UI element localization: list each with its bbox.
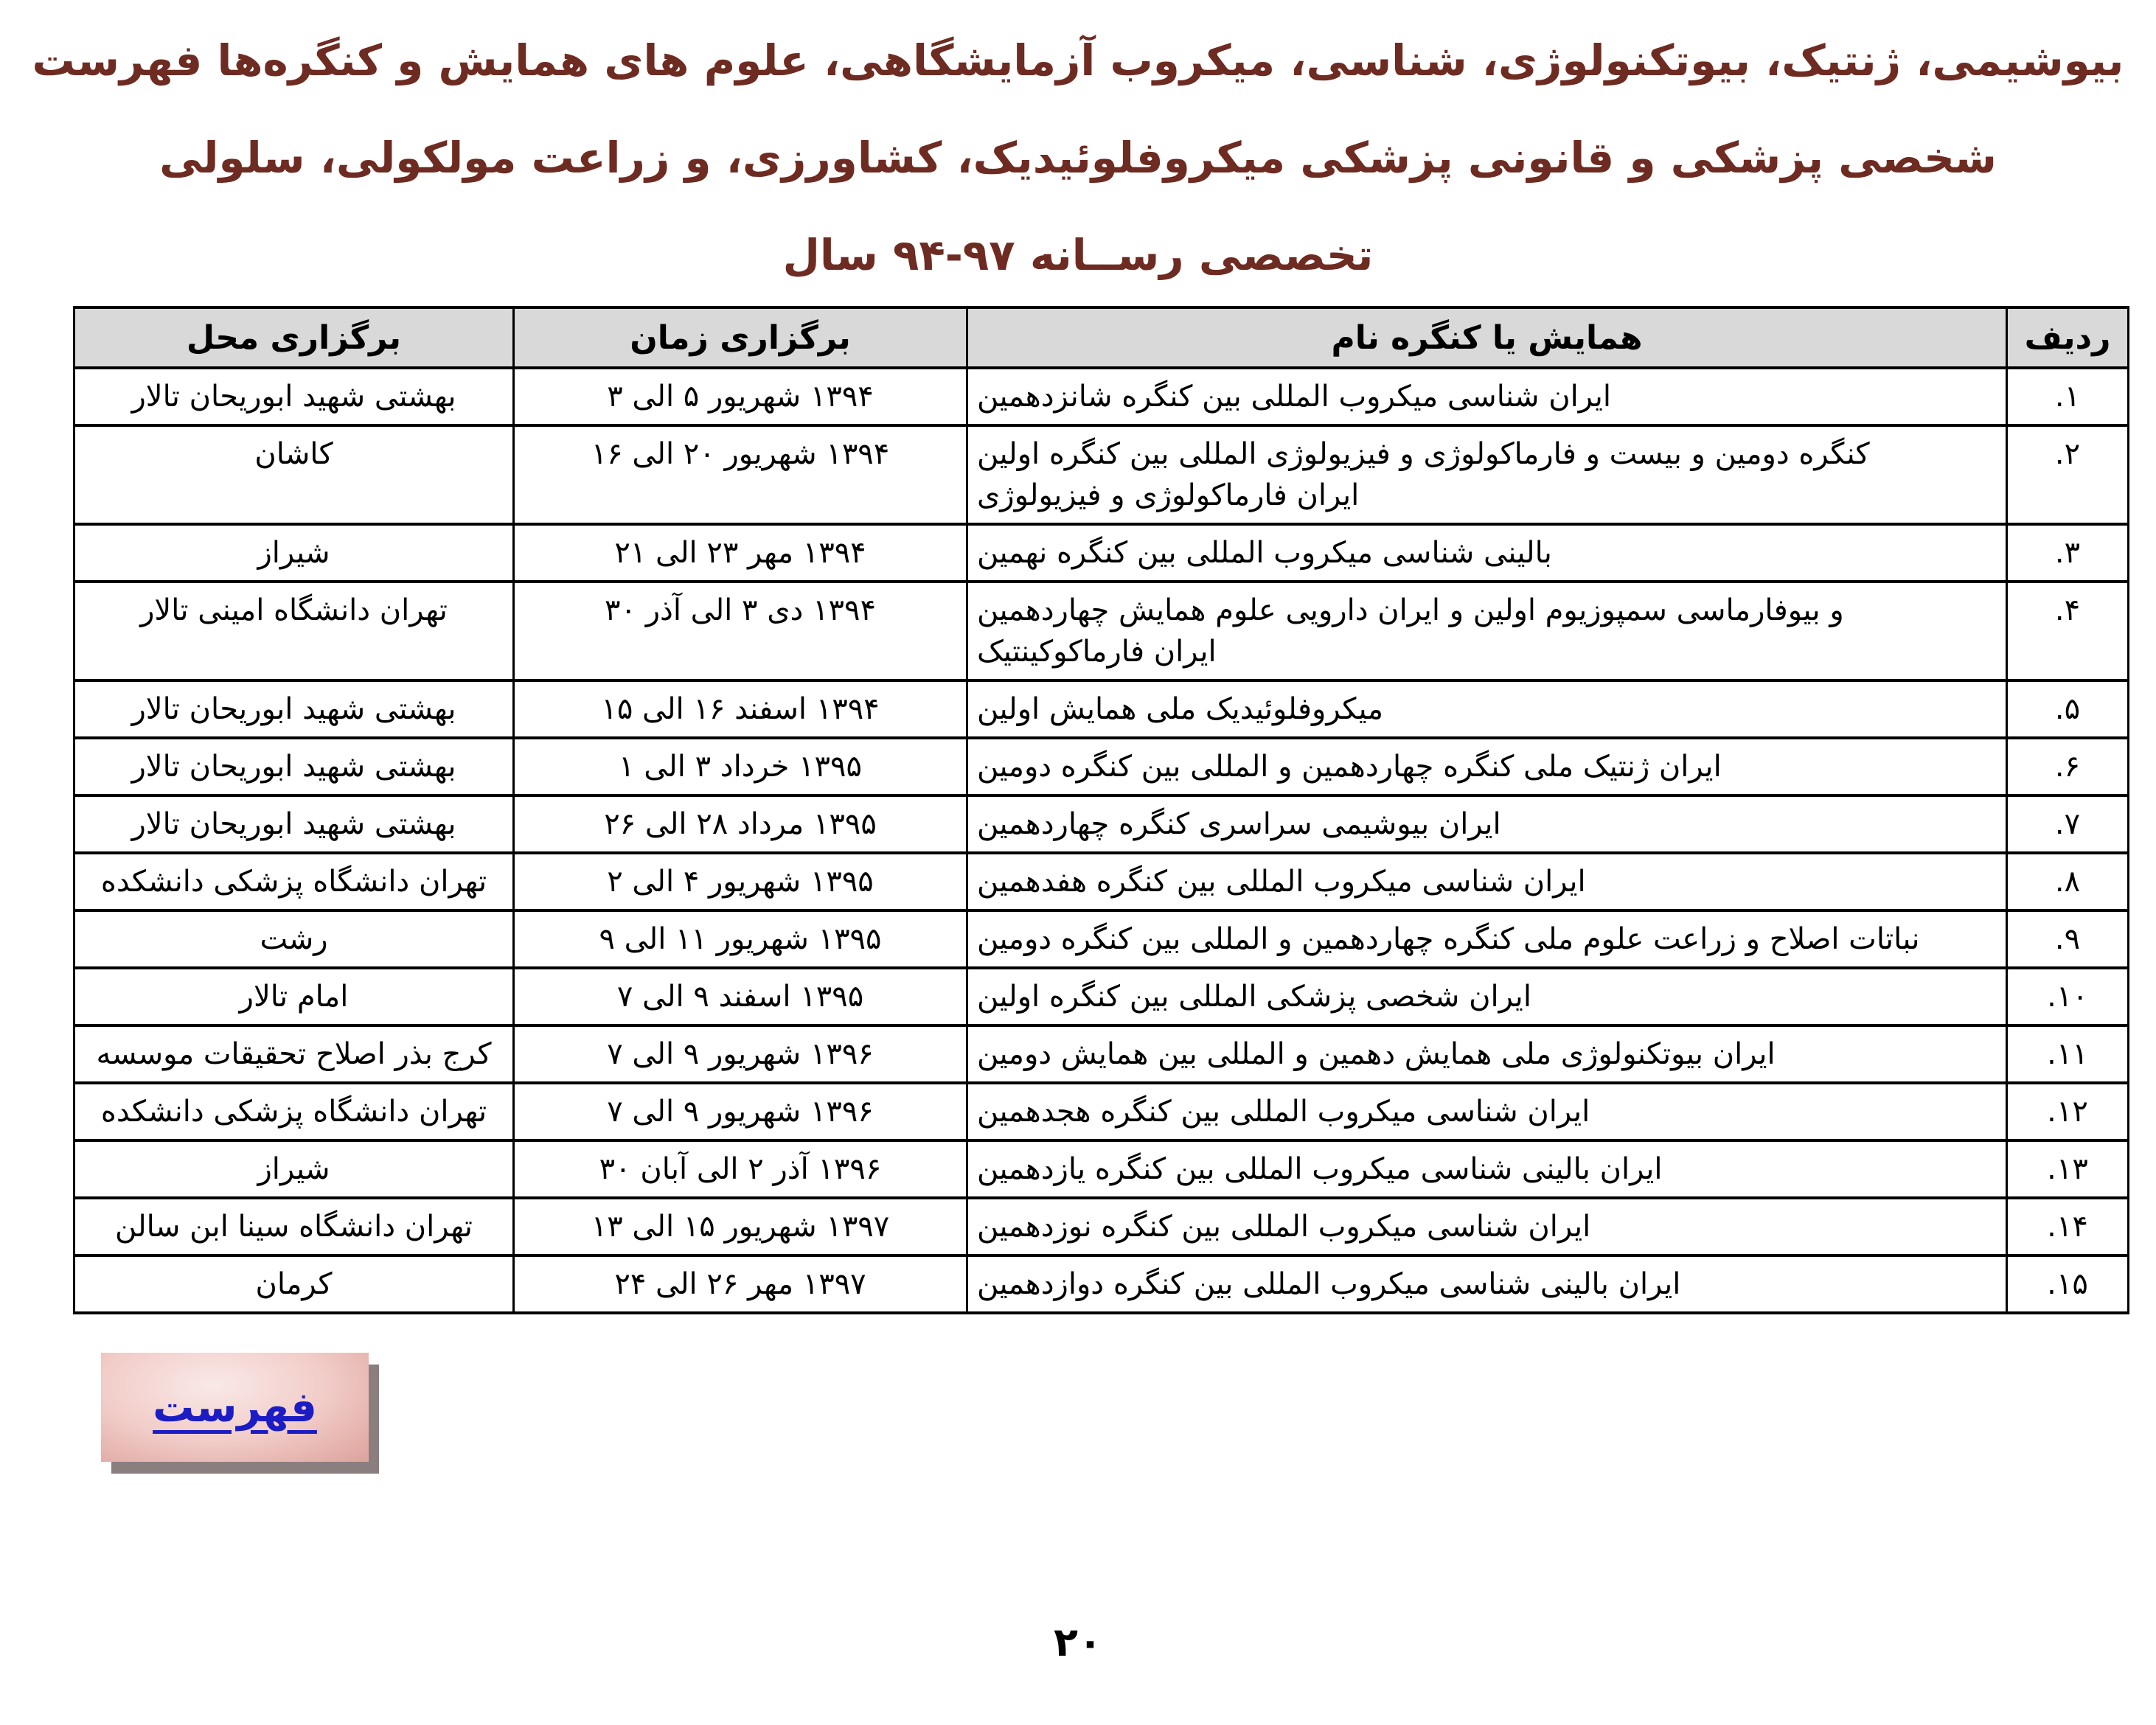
date-cell: ۳ الی ۵ شهریور ۱۳۹۴: [514, 368, 967, 425]
table-row: [74, 1255, 2129, 1313]
table-row: [74, 738, 2129, 795]
row-no-cell: ۲.: [2007, 425, 2129, 524]
row-no-cell: ۹.: [2007, 910, 2129, 968]
row-no-cell: ۱۴.: [2007, 1198, 2129, 1255]
location-cell: کاشان: [74, 425, 514, 524]
location-cell: تالار ابوریحان شهید بهشتی: [74, 738, 514, 795]
table-header-row: [74, 307, 2129, 368]
table-row: [74, 1140, 2129, 1198]
name-cell: اولین کنگره بین المللی پزشکی شخصی ایران: [967, 968, 2007, 1025]
table-row: [74, 910, 2129, 968]
table-row: [74, 968, 2129, 1025]
location-cell: تالار ابوریحان شهید بهشتی: [74, 795, 514, 853]
location-cell: تالار امینی دانشگاه تهران: [74, 582, 514, 680]
location-cell: رشت: [74, 910, 514, 968]
location-cell: دانشکده پزشکی دانشگاه تهران: [74, 853, 514, 910]
congress-table: [73, 306, 2129, 1314]
title-line-1: فهرست کنگره‌ها و همایش های علوم آزمایشگاهی، میکروب شناسی، بیوتکنولوژی، ژنتیک، بیوشیمی،: [32, 35, 2124, 86]
location-cell: موسسه تحقیقات اصلاح بذر کرج: [74, 1025, 514, 1083]
table-row: [74, 1198, 2129, 1255]
row-no-cell: ۷.: [2007, 795, 2129, 853]
name-cell: چهاردهمین کنگره سراسری بیوشیمی ایران: [967, 795, 2007, 853]
name-cell: دومین همایش بین المللی و دهمین همایش ملی بیوتکنولوژی ایران: [967, 1025, 2007, 1083]
name-cell: اولین همایش ملی میکروفلوئیدیک: [967, 680, 2007, 738]
location-cell: تالار ابوریحان شهید بهشتی: [74, 368, 514, 425]
row-no-cell: ۱۰.: [2007, 968, 2129, 1025]
date-cell: ۷ الی ۹ اسفند ۱۳۹۵: [514, 968, 967, 1025]
title-line-2: سلولی مولکولی، زراعت و کشاورزی، میکروفلوئیدیک، پزشکی قانونی و پزشکی شخصی: [159, 133, 1997, 183]
table-row: [74, 795, 2129, 853]
location-cell: کرمان: [74, 1255, 514, 1313]
table-body: [74, 368, 2129, 1313]
document-title: [0, 12, 2156, 304]
page-number: ۲۰: [1054, 1619, 1102, 1665]
row-no-cell: ۸.: [2007, 853, 2129, 910]
date-cell: ۹ الی ۱۱ شهریور ۱۳۹۵: [514, 910, 967, 968]
header-date: زمان برگزاری: [514, 307, 967, 368]
name-cell: نوزدهمین کنگره بین المللی میکروب شناسی ایران: [967, 1198, 2007, 1255]
title-line-3: سال ۹۴-۹۷ رســانه تخصصی: [782, 230, 1374, 280]
date-cell: ۱ الی ۳ خرداد ۱۳۹۵: [514, 738, 967, 795]
table-row: [74, 1083, 2129, 1140]
name-cell: نهمین کنگره بین المللی میکروب شناسی بالینی: [967, 524, 2007, 582]
row-no-cell: ۱۲.: [2007, 1083, 2129, 1140]
name-cell: چهاردهمین همایش علوم دارویی ایران و اولین سمپوزیوم بیوفارماسی و فارماکوکینتیک ایران: [967, 582, 2007, 680]
name-cell: هفدهمین کنگره بین المللی میکروب شناسی ایران: [967, 853, 2007, 910]
location-cell: سالن ابن سینا دانشگاه تهران: [74, 1198, 514, 1255]
row-no-cell: ۱۳.: [2007, 1140, 2129, 1198]
index-button[interactable]: [101, 1353, 369, 1462]
header-name: نام کنگره یا همایش: [967, 307, 2007, 368]
date-cell: ۷ الی ۹ شهریور ۱۳۹۶: [514, 1025, 967, 1083]
name-cell: دوازدهمین کنگره بین المللی میکروب شناسی بالینی ایران: [967, 1255, 2007, 1313]
date-cell: ۲۴ الی ۲۶ مهر ۱۳۹۷: [514, 1255, 967, 1313]
table-row: [74, 680, 2129, 738]
date-cell: ۳۰ آذر الی ۳ دی ۱۳۹۴: [514, 582, 967, 680]
table-row: [74, 853, 2129, 910]
name-cell: هجدهمین کنگره بین المللی میکروب شناسی ایران: [967, 1083, 2007, 1140]
date-cell: ۲ الی ۴ شهریور ۱۳۹۵: [514, 853, 967, 910]
name-cell: دومین کنگره بین المللی و چهاردهمین کنگره ملی ژنتیک ایران: [967, 738, 2007, 795]
table-row: [74, 368, 2129, 425]
name-cell: شانزدهمین کنگره بین المللی میکروب شناسی ایران: [967, 368, 2007, 425]
row-no-cell: ۱۵.: [2007, 1255, 2129, 1313]
date-cell: ۲۱ الی ۲۳ مهر ۱۳۹۴: [514, 524, 967, 582]
name-cell: اولین کنگره بین المللی فیزیولوژی و فارماکولوژی و بیست و دومین کنگره فیزیولوژی و فارماکولوژی ایران: [967, 425, 2007, 524]
date-cell: ۱۵ الی ۱۶ اسفند ۱۳۹۴: [514, 680, 967, 738]
row-no-cell: ۱۱.: [2007, 1025, 2129, 1083]
header-row-no: ردیف: [2007, 307, 2129, 368]
name-cell: یازدهمین کنگره بین المللی میکروب شناسی بالینی ایران: [967, 1140, 2007, 1198]
table-row: [74, 425, 2129, 524]
date-cell: ۲۶ الی ۲۸ مرداد ۱۳۹۵: [514, 795, 967, 853]
date-cell: ۱۳ الی ۱۵ شهریور ۱۳۹۷: [514, 1198, 967, 1255]
location-cell: تالار ابوریحان شهید بهشتی: [74, 680, 514, 738]
table-row: [74, 582, 2129, 680]
date-cell: ۷ الی ۹ شهریور ۱۳۹۶: [514, 1083, 967, 1140]
row-no-cell: ۵.: [2007, 680, 2129, 738]
name-cell: دومین کنگره بین المللی و چهاردهمین کنگره ملی علوم زراعت و اصلاح نباتات: [967, 910, 2007, 968]
date-cell: ۱۶ الی ۲۰ شهریور ۱۳۹۴: [514, 425, 967, 524]
date-cell: ۳۰ آبان الی ۲ آذر ۱۳۹۶: [514, 1140, 967, 1198]
table-row: [74, 524, 2129, 582]
row-no-cell: ۳.: [2007, 524, 2129, 582]
location-cell: دانشکده پزشکی دانشگاه تهران: [74, 1083, 514, 1140]
table-row: [74, 1025, 2129, 1083]
location-cell: تالار امام: [74, 968, 514, 1025]
index-button-label: فهرست: [153, 1383, 317, 1432]
row-no-cell: ۴.: [2007, 582, 2129, 680]
header-location: محل برگزاری: [74, 307, 514, 368]
location-cell: شیراز: [74, 524, 514, 582]
location-cell: شیراز: [74, 1140, 514, 1198]
row-no-cell: ۶.: [2007, 738, 2129, 795]
row-no-cell: ۱.: [2007, 368, 2129, 425]
